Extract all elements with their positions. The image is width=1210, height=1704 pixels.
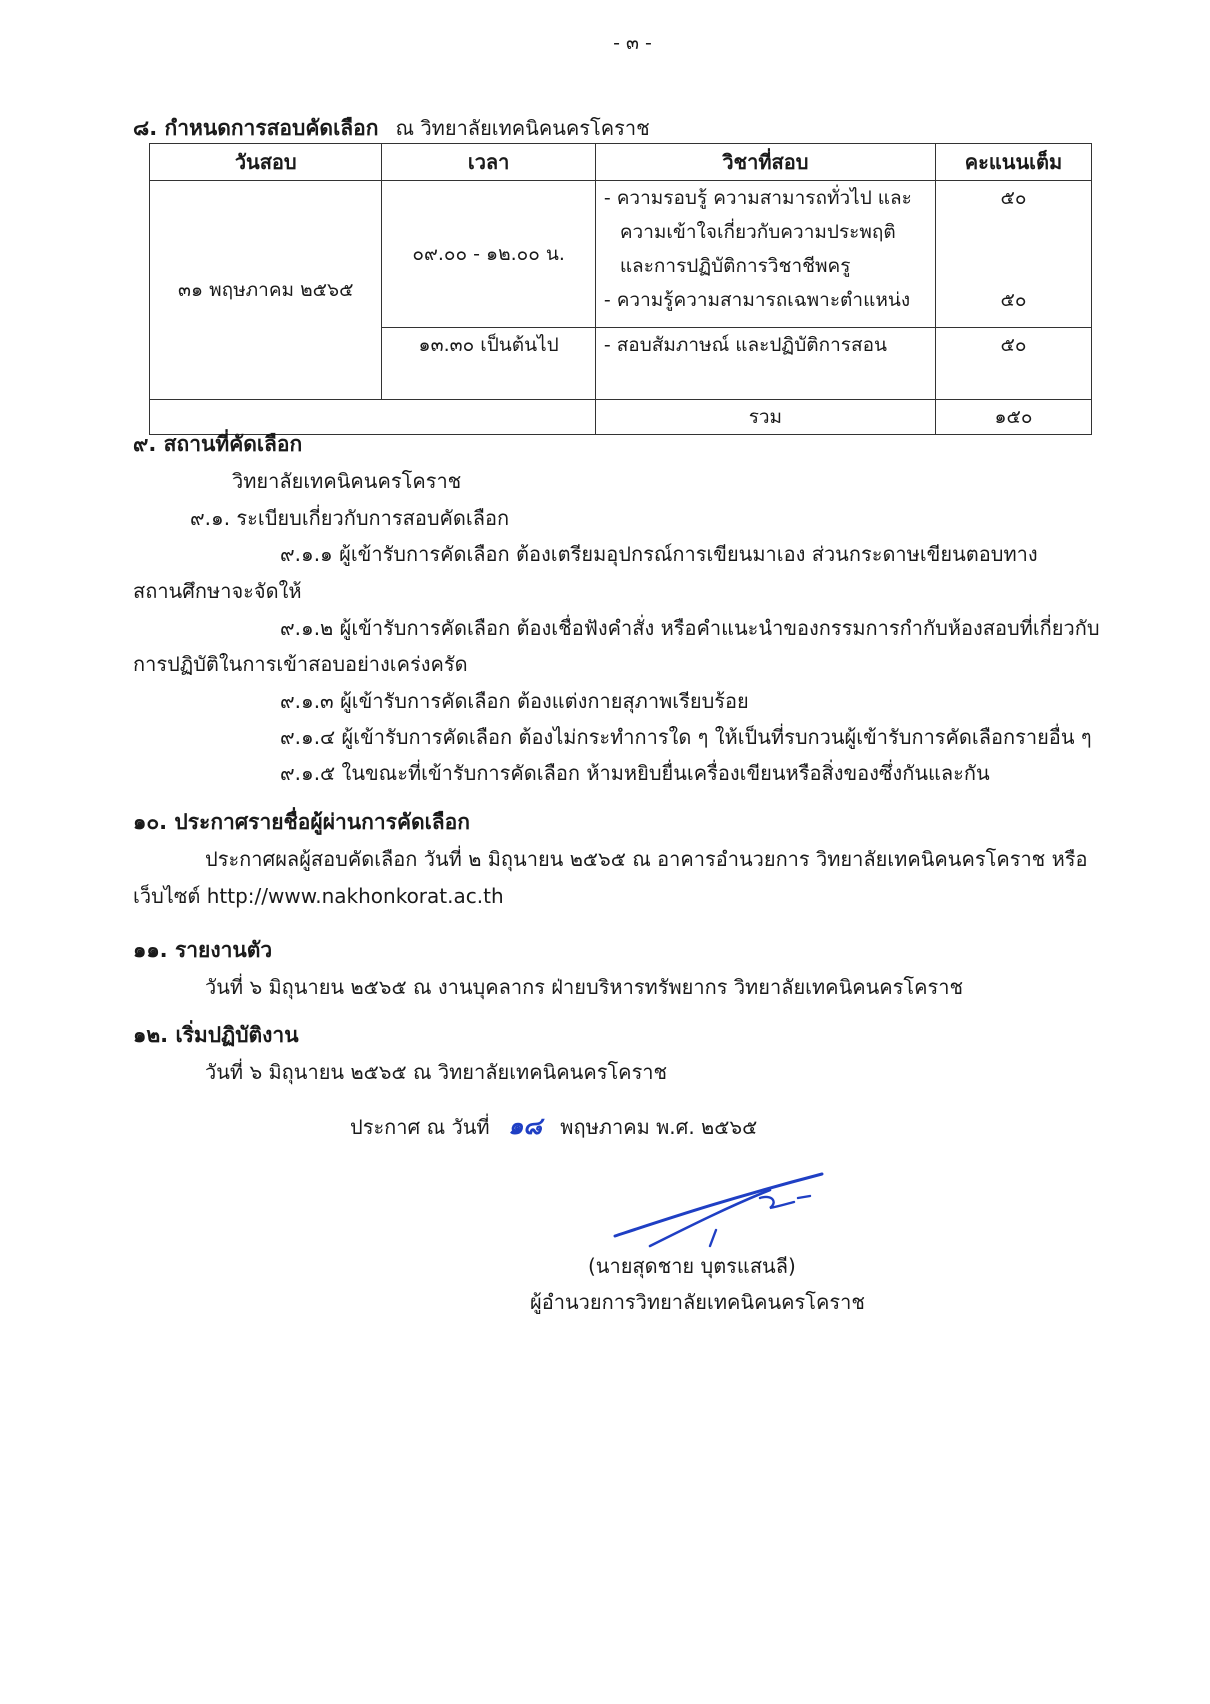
section10-line1: ประกาศผลผู้สอบคัดเลือก วันที่ ๒ มิถุนายน ๒๕๖๕ ณ อาคารอำนวยการ วิทยาลัยเทคนิคนครโคราช หรือ (205, 847, 1088, 871)
page-number: - ๓ - (613, 32, 652, 54)
section11-line: วันที่ ๖ มิถุนายน ๒๕๖๕ ณ งานบุคลากร ฝ่ายบริหารทรัพยากร วิทยาลัยเทคนิคนครโคราช (205, 975, 964, 999)
subject-morning (595, 181, 935, 328)
rule-2-line1: ๙.๑.๒ ผู้เข้ารับการคัดเลือก ต้องเชื่อฟังคำสั่ง หรือคำแนะนำของกรรมการกำกับห้องสอบที่เกี่ยวกับ (280, 616, 1100, 640)
section8-heading: ๘. กำหนดการสอบคัดเลือก (133, 116, 379, 140)
score-value: ๕๐ (1000, 289, 1027, 311)
section8-heading-row (133, 112, 650, 145)
rule-1-line2: สถานศึกษาจะจัดให้ (133, 579, 302, 603)
exam-date: ๓๑ พฤษภาคม ๒๕๖๕ (150, 181, 382, 400)
section8-location: ณ วิทยาลัยเทคนิคนครโคราช (395, 116, 650, 140)
section9-heading: ๙. สถานที่คัดเลือก (133, 432, 303, 456)
score-afternoon: ๕๐ (935, 328, 1091, 400)
exam-time-morning: ๐๙.๐๐ - ๑๒.๐๐ น. (382, 181, 595, 328)
section10-line2: เว็บไซต์ http://www.nakhonkorat.ac.th (133, 884, 504, 908)
section11-heading: ๑๑. รายงานตัว (133, 938, 273, 962)
signer-title: ผู้อำนวยการวิทยาลัยเทคนิคนครโคราช (530, 1290, 865, 1314)
subject-line: ความเข้าใจเกี่ยวกับความประพฤติ (619, 221, 896, 243)
col-header-score: คะแนนเต็ม (935, 144, 1091, 181)
col-header-date: วันสอบ (150, 144, 382, 181)
section9-place: วิทยาลัยเทคนิคนครโคราช (232, 469, 462, 493)
announce-suffix: พฤษภาคม พ.ศ. ๒๕๖๕ (560, 1115, 758, 1139)
rule-1-line1: ๙.๑.๑ ผู้เข้ารับการคัดเลือก ต้องเตรียมอุปกรณ์การเขียนมาเอง ส่วนกระดาษเขียนตอบทาง (280, 542, 1038, 566)
section10-heading: ๑๐. ประกาศรายชื่อผู้ผ่านการคัดเลือก (133, 810, 471, 834)
subject-line: - ความรู้ความสามารถเฉพาะตำแหน่ง (603, 289, 911, 311)
exam-schedule-table (149, 143, 1092, 435)
total-label: รวม (595, 400, 935, 435)
total-score: ๑๕๐ (935, 400, 1091, 435)
subject-line: และการปฏิบัติการวิชาชีพครู (619, 255, 851, 277)
signature-mark (610, 1168, 830, 1248)
table-row (150, 181, 1092, 328)
subject-line: - ความรอบรู้ ความสามารถทั่วไป และ (603, 187, 912, 209)
col-header-time: เวลา (382, 144, 595, 181)
rule-2-line2: การปฏิบัติในการเข้าสอบอย่างเคร่งครัด (133, 652, 468, 676)
section9-subheading: ๙.๑. ระเบียบเกี่ยวกับการสอบคัดเลือก (190, 506, 510, 530)
rule-4: ๙.๑.๔ ผู้เข้ารับการคัดเลือก ต้องไม่กระทำการใด ๆ ให้เป็นที่รบกวนผู้เข้ารับการคัดเลือกรายอื่น ๆ (280, 725, 1092, 749)
signer-name: (นายสุดชาย บุตรแสนลี) (588, 1254, 796, 1278)
score-morning (935, 181, 1091, 328)
announce-prefix: ประกาศ ณ วันที่ (350, 1115, 490, 1139)
exam-time-afternoon: ๑๓.๓๐ เป็นต้นไป (382, 328, 595, 400)
score-value: ๕๐ (1000, 187, 1027, 209)
rule-3: ๙.๑.๓ ผู้เข้ารับการคัดเลือก ต้องแต่งกายสุภาพเรียบร้อย (280, 689, 749, 713)
announce-day-handwritten: ๑๘ (508, 1111, 542, 1140)
col-header-subject: วิชาที่สอบ (595, 144, 935, 181)
section12-line: วันที่ ๖ มิถุนายน ๒๕๖๕ ณ วิทยาลัยเทคนิคนครโคราช (205, 1060, 668, 1084)
table-header-row (150, 144, 1092, 181)
subject-afternoon: - สอบสัมภาษณ์ และปฏิบัติการสอน (595, 328, 935, 400)
rule-5: ๙.๑.๕ ในขณะที่เข้ารับการคัดเลือก ห้ามหยิบยื่นเครื่องเขียนหรือสิ่งของซึ่งกันและกัน (280, 761, 990, 785)
section12-heading: ๑๒. เริ่มปฏิบัติงาน (133, 1023, 299, 1047)
announce-date-row (350, 1106, 757, 1145)
